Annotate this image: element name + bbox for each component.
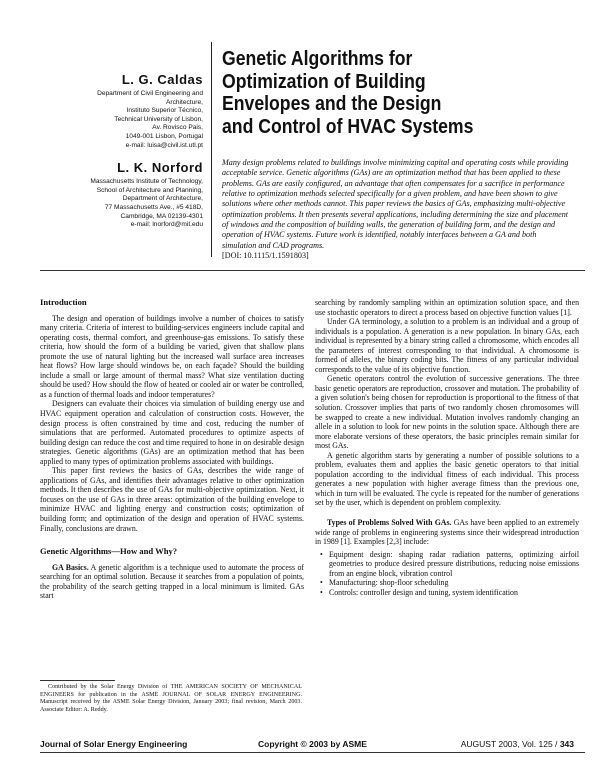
affiliation-line: Massachusetts Institute of Technology, <box>90 178 203 186</box>
author-name: L. K. Norford <box>117 160 203 176</box>
footer-issue <box>461 739 574 749</box>
paragraph: Under GA terminology, a solution to a problem is an individual and a group of individuals is a population. A generation is a new population. In binary GAs, each individual is represented by a binary string called a chromosome, which encodes all the parameters of interest corresponding to that individual. A chromosome is formed of alleles, the binary coding bits. The fitness of any particular individual corresponds to the value of its objective function. <box>315 317 579 374</box>
footnote <box>40 684 302 714</box>
paragraph <box>315 518 579 547</box>
affiliation-line: Instituto Superior Técnico, <box>126 107 203 115</box>
title-line: Genetic Algorithms for <box>222 47 413 70</box>
paragraph: searching by randomly sampling within an optimization solution space, and then use stochastic operators to direct a process based on objective function values [1]. <box>315 298 579 317</box>
affiliation-line: Cambridge, MA 02139-4301 <box>120 212 203 220</box>
affiliation-line: Av. Rovisco Pais, <box>152 124 203 132</box>
author-email[interactable]: e-mail: lnorford@mit.edu <box>130 221 203 229</box>
footer-issue-text: AUGUST 2003, Vol. 125 / <box>460 739 558 749</box>
paragraph <box>40 563 304 601</box>
paragraph: The design and operation of buildings involve a number of choices to satisfy many criteria. Criteria of interest to building-services engineers include capital and operating costs, thermal comfort, and greenhouse-gas emissions. To satisfy these criteria, how should the form of a building be varied, given that shallow plans promote the use of natural lighting but the increased wall surface area increases heat flows? How large should windows be, on each façade? Should the building include a small or large amount of thermal mass? What size ventilation ducting should be used? How should the flow of heated or cooled air or water be controlled, as a function of thermal loads and indoor temperatures? <box>40 313 304 399</box>
paragraph: This paper first reviews the basics of GAs, describes the wide range of applications of GAs, and identifies their advantages relative to other optimization methods. It then describes the use of GAs for multi-objective optimization. Next, it focuses on the use of GAs in three areas: optimization of the building envelope to minimize HVAC and lighting energy and construction costs; optimization of building form; and optimization of the design and operation of HVAC systems. Finally, conclusions are drawn. <box>40 466 304 533</box>
author-affiliation <box>40 90 203 150</box>
section-heading-introduction: Introduction <box>40 297 87 307</box>
title-vertical-rule <box>211 42 212 257</box>
paper-title <box>222 48 532 138</box>
title-line: Envelopes and the Design <box>222 92 442 115</box>
author-name: L. G. Caldas <box>121 72 203 87</box>
affiliation-line: Department of Architecture, <box>122 195 203 203</box>
list-item: • Manufacturing: shop-floor scheduling <box>329 578 579 588</box>
paragraph: A genetic algorithm starts by generating a number of possible solutions to a problem, evaluates them and applies the basic genetic operators to that initial population according to the individual fitness of each individual. This process generates a new population with higher average fitness than the previous one, which in turn will be evaluated. The cycle is repeated for the number of generations set by the user, which is dependent on problem complexity. <box>315 450 579 508</box>
footer-copyright: Copyright © 2003 by ASME <box>258 739 367 749</box>
section-heading-genetic-algorithms: Genetic Algorithms—How and Why? <box>40 546 178 557</box>
list-item: • Controls: controller design and tuning, system identification <box>329 588 579 598</box>
footnote-text: Contributed by the Solar Energy Division of THE AMERICAN SOCIETY OF MECHANICAL ENGINEERS for publication in the ASME JOURNAL OF SOLAR ENERGY ENGINEERING. Manuscript received by the ASME Solar Energy Division, January 2003; final revision, March 2003. Associate Editor: A. Reddy. <box>40 684 302 713</box>
affiliation-line: School of Architecture and Planning, <box>96 186 203 194</box>
paragraph-text: A genetic algorithm is a technique used to automate the process of searching for an optimal solution. Because it searches from a population of points, the probability of the search getting trapped in a local minimum is limited. GAs start <box>40 562 304 601</box>
paragraph-text: GAs have been applied to an extremely wide range of problems in engineering systems since their widespread introduction in 1989 [1]. Examples [2,3] include: <box>315 518 580 547</box>
footnote-rule <box>40 680 115 681</box>
left-column <box>40 298 304 601</box>
affiliation-line: Architecture, <box>165 98 203 106</box>
abstract <box>222 158 572 261</box>
affiliation-line: 1049-001 Lisbon, Portugal <box>125 132 203 140</box>
subsection-runin-heading: Types of Problems Solved With GAs. <box>327 518 452 528</box>
footer-rule <box>40 752 585 753</box>
list-item: • Equipment design: shaping radar radiation patterns, optimizing airfoil geometries to produce desired pressure distributions, reducing noise emissions from an engine block, vibration control <box>329 550 579 579</box>
subsection-runin-heading: GA Basics. <box>52 562 89 572</box>
affiliation-line: Department of Civil Engineering and <box>97 90 203 97</box>
affiliation-line: Technical University of Lisbon, <box>114 115 203 123</box>
footer-journal: Journal of Solar Energy Engineering <box>40 739 188 749</box>
paragraph: Genetic operators control the evolution of successive generations. The three basic genetic operators are reproduction, crossover and mutation. The probability of a given solution's being chosen for reproduction is proportional to the fitness of that solution. Crossover implies that parts of two randomly chosen chromosomes will be swapped to create a new individual. Mutation involves randomly changing an allele in a solution to look for new points in the solution space. Although there are more elaborate versions of these operators, the basic principles remain similar for most GAs. <box>315 374 579 451</box>
abstract-text: Many design problems related to buildings involve minimizing capital and operating costs while providing acceptable service. Genetic algorithms (GAs) are an optimization method that has been applied to these problems. GAs are easily configured, an advantage that often compensates for a sacrifice in performance relative to optimization methods selected specifically for a given problem, and have been shown to give solutions where other methods cannot. This paper reviews the basics of GAs, emphasizing multi-objective optimization problems. It then presents several applications, including determining the size and placement of windows and the composition of building walls, the generation of building form, and the design and operation of HVAC systems. Future work is identified, notably interfaces between a GA and both simulation and CAD programs. <box>222 158 569 250</box>
examples-list <box>315 550 579 598</box>
header-divider <box>40 270 585 271</box>
paragraph: Designers can evaluate their choices via simulation of building energy use and HVAC equipment operation and calculation of construction costs. However, the design process is often constrained by time and cost, reducing the number of simulations that are performed. Automated procedures to optimize aspects of building design can reduce the cost and time required to hone in on desirable design strategies. Genetic algorithms (GAs) are an optimization method that has been applied to many types of optimization problems associated with buildings. <box>40 399 304 466</box>
title-line: and Control of HVAC Systems <box>222 114 474 138</box>
doi-link[interactable]: [DOI: 10.1115/1.1591803] <box>222 251 309 261</box>
author-1 <box>40 72 203 150</box>
author-block <box>40 72 203 230</box>
author-2 <box>40 160 203 230</box>
author-affiliation <box>40 178 203 230</box>
author-email[interactable]: e-mail: luisa@civil.ist.utl.pt <box>125 141 203 149</box>
page-number: 343 <box>559 739 574 749</box>
affiliation-line: 77 Massachusetts Ave., #5 418D, <box>104 203 203 211</box>
right-column <box>315 298 579 597</box>
title-line: Optimization of Building <box>222 69 426 93</box>
